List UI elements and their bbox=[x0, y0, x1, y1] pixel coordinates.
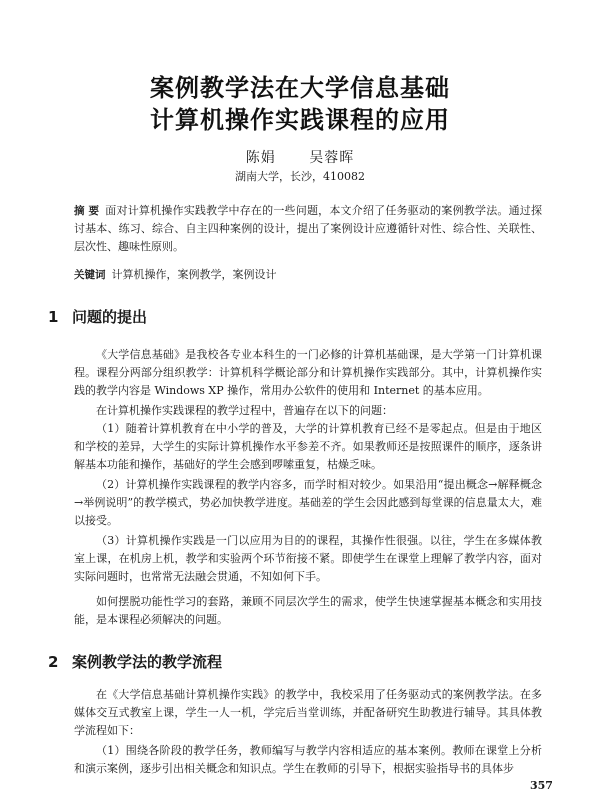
paragraph: 在《大学信息基础计算机操作实践》的教学中，我校采用了任务驱动式的案例教学法。在多媒体交互式教室上课，学生一人一机，学完后当堂训练，并配备研究生助教进行辅导。其具体教学流程如下： bbox=[74, 688, 542, 737]
section-number: 1 bbox=[48, 308, 59, 326]
keywords-text: 计算机操作，案例教学，案例设计 bbox=[111, 268, 277, 281]
paragraph: （3）计算机操作实践是一门以应用为目的的课程，其操作性很强。以往，学生在多媒体教室上课，在机房上机，教学和实验两个环节衔接不紧。即使学生在课堂上理解了教学内容，面对实际问题时，也常常无法融会贯通，不知如何下手。 bbox=[74, 534, 542, 583]
page-number: 357 bbox=[530, 779, 553, 792]
paragraph: （1）围绕各阶段的教学任务，教师编写与教学内容相适应的基本案例。教师在课堂上分析和演示案例，逐步引出相关概念和知识点。学生在教师的引导下，根据实验指导书的具体步 bbox=[74, 744, 542, 775]
section-number: 2 bbox=[48, 653, 59, 671]
paragraph: 《大学信息基础》是我校各专业本科生的一门必修的计算机基础课，是大学第一门计算机课程。课程分两部分组织教学：计算机科学概论部分和计算机操作实践部分。其中，计算机操作实践的教学内容是 Windows XP 操作，常用办公软件的使用和 Internet 的基本应用。 bbox=[74, 348, 542, 397]
paragraph: （2）计算机操作实践课程的教学内容多，而学时相对较少。如果沿用“提出概念→解释概念→举例说明”的教学模式，势必加快教学进度。基础差的学生会因此感到每堂课的信息量太大，难以接受。 bbox=[74, 478, 542, 527]
author-1: 陈娟 bbox=[245, 150, 276, 166]
abstract bbox=[74, 202, 542, 256]
abstract-text: 面对计算机操作实践教学中存在的一些问题，本文介绍了任务驱动的案例教学法。通过探讨基本、练习、综合、自主四种案例的设计，提出了案例设计应遵循针对性、综合性、关联性、层次性、趣味性原则。 bbox=[74, 204, 543, 253]
abstract-label: 摘 要 bbox=[74, 205, 100, 217]
keywords bbox=[74, 266, 542, 284]
section-heading-2 bbox=[48, 651, 222, 672]
paper-title-line2: 计算机操作实践课程的应用 bbox=[150, 106, 450, 134]
paragraph: 如何摆脱功能性学习的套路，兼顾不同层次学生的需求，使学生快速掌握基本概念和实用技能，是本课程必须解决的问题。 bbox=[74, 595, 542, 626]
affiliation: 湖南大学，长沙，410082 bbox=[235, 170, 365, 183]
paper-title-line1: 案例教学法在大学信息基础 bbox=[150, 74, 450, 102]
paragraph: 在计算机操作实践课程的教学过程中，普遍存在以下的问题： bbox=[96, 404, 393, 417]
section-heading-1 bbox=[48, 306, 147, 327]
section-title: 案例教学法的教学流程 bbox=[72, 653, 223, 671]
authors bbox=[0, 147, 600, 167]
section-title: 问题的提出 bbox=[72, 308, 148, 326]
keywords-label: 关键词 bbox=[74, 269, 106, 281]
paragraph: （1）随着计算机教育在中小学的普及，大学的计算机教育已经不是零起点。但是由于地区和学校的差异，大学生的实际计算机操作水平参差不齐。如果教师还是按照课件的顺序，逐条讲解基本功能和操作，基础好的学生会感到啰嗦重复，枯燥乏味。 bbox=[74, 422, 542, 471]
author-2: 吴蓉晖 bbox=[309, 150, 355, 166]
